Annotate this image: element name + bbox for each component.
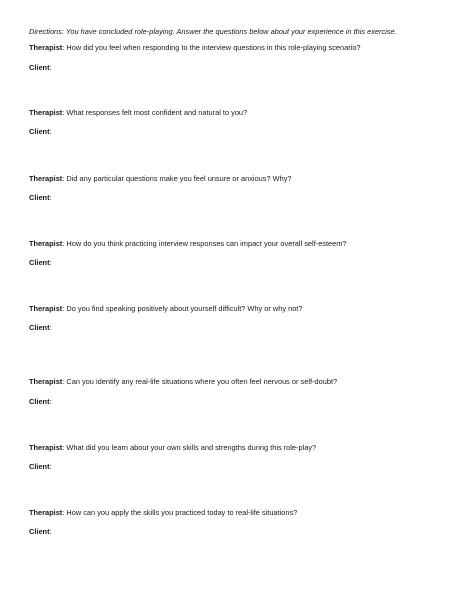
label-colon: : bbox=[49, 527, 52, 536]
question-text: How can you apply the skills you practiced today to real-life situations? bbox=[66, 508, 298, 517]
therapist-question-2 bbox=[29, 108, 454, 118]
directions-text: Directions: You have concluded role-playing. Answer the questions below about your experience in this exercise. bbox=[29, 27, 397, 36]
client-response-5 bbox=[29, 323, 454, 333]
question-text: Do you find speaking positively about yourself difficult? Why or why not? bbox=[66, 304, 303, 313]
label-colon: : bbox=[49, 323, 52, 332]
therapist-question-5 bbox=[29, 304, 454, 314]
client-label: Client bbox=[29, 397, 50, 406]
label-colon: : bbox=[62, 108, 65, 117]
label-colon: : bbox=[49, 258, 52, 267]
therapist-question-4 bbox=[29, 239, 454, 249]
label-colon: : bbox=[62, 239, 65, 248]
label-colon: : bbox=[49, 462, 52, 471]
question-text: What did you learn about your own skills and strengths during this role-play? bbox=[66, 443, 317, 452]
label-colon: : bbox=[62, 377, 65, 386]
label-colon: : bbox=[62, 443, 65, 452]
therapist-label: Therapist bbox=[29, 508, 63, 517]
therapist-label: Therapist bbox=[29, 239, 63, 248]
therapist-label: Therapist bbox=[29, 304, 63, 313]
client-label: Client bbox=[29, 258, 50, 267]
therapist-label: Therapist bbox=[29, 443, 63, 452]
question-text: Did any particular questions make you feel unsure or anxious? Why? bbox=[66, 174, 292, 183]
label-colon: : bbox=[49, 397, 52, 406]
label-colon: : bbox=[62, 304, 65, 313]
label-colon: : bbox=[49, 127, 52, 136]
label-colon: : bbox=[62, 174, 65, 183]
client-label: Client bbox=[29, 127, 50, 136]
label-colon: : bbox=[49, 63, 52, 72]
question-text: Can you identify any real-life situations where you often feel nervous or self-doubt? bbox=[66, 377, 338, 386]
question-text: What responses felt most confident and natural to you? bbox=[66, 108, 248, 117]
therapist-question-7 bbox=[29, 443, 454, 453]
client-response-1 bbox=[29, 63, 454, 73]
label-colon: : bbox=[62, 43, 65, 52]
client-label: Client bbox=[29, 527, 50, 536]
therapist-label: Therapist bbox=[29, 43, 63, 52]
client-label: Client bbox=[29, 323, 50, 332]
label-colon: : bbox=[49, 193, 52, 202]
client-response-3 bbox=[29, 193, 454, 203]
question-text: How do you think practicing interview responses can impact your overall self-esteem? bbox=[66, 239, 347, 248]
client-response-4 bbox=[29, 258, 454, 268]
client-label: Client bbox=[29, 193, 50, 202]
therapist-question-6 bbox=[29, 377, 454, 387]
therapist-question-1 bbox=[29, 43, 454, 53]
client-label: Client bbox=[29, 63, 50, 72]
client-label: Client bbox=[29, 462, 50, 471]
therapist-question-8 bbox=[29, 508, 454, 518]
therapist-label: Therapist bbox=[29, 174, 63, 183]
question-text: How did you feel when responding to the interview questions in this role-playing scenario? bbox=[66, 43, 361, 52]
therapist-label: Therapist bbox=[29, 108, 63, 117]
client-response-2 bbox=[29, 127, 454, 137]
client-response-7 bbox=[29, 462, 454, 472]
therapist-label: Therapist bbox=[29, 377, 63, 386]
client-response-8 bbox=[29, 527, 454, 537]
client-response-6 bbox=[29, 397, 454, 407]
therapist-question-3 bbox=[29, 174, 454, 184]
label-colon: : bbox=[62, 508, 65, 517]
